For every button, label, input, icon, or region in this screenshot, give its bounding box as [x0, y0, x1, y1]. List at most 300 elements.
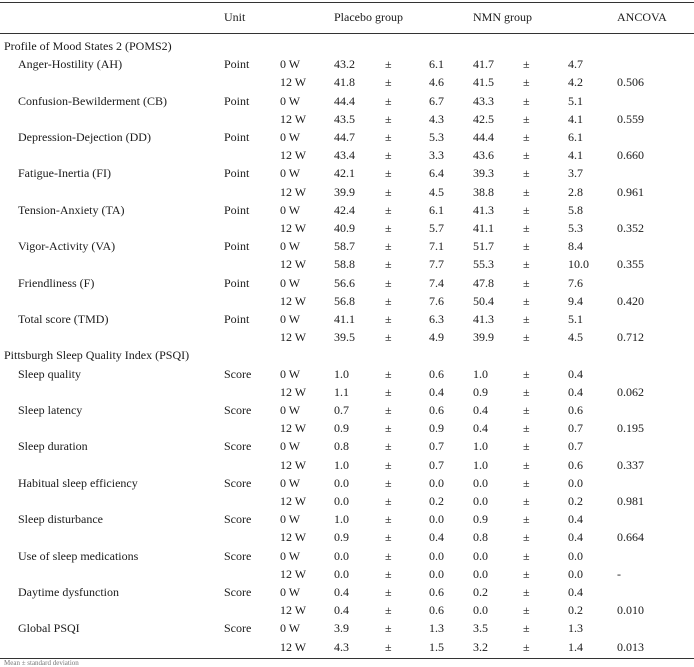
- nmn-plusminus-cell: ±: [523, 494, 530, 508]
- measure-label: Anger-Hostility (AH): [18, 57, 123, 72]
- placebo-sd-cell: 6.3: [429, 312, 444, 326]
- nmn-sd-cell: 0.0: [568, 548, 583, 563]
- measure-label: Confusion-Bewilderment (CB): [18, 93, 167, 108]
- time-cell: 0 W: [280, 312, 301, 326]
- nmn-plusminus-cell: ±: [523, 457, 530, 472]
- table-row: [0, 528, 694, 546]
- placebo-sd-cell: 7.6: [429, 293, 444, 308]
- placebo-sd-cell: 4.5: [429, 184, 444, 199]
- table-row: [0, 474, 694, 492]
- table-row: [0, 55, 694, 73]
- measure-label: Tension-Anxiety (TA): [18, 202, 125, 217]
- measure-label: Depression-Dejection (DD): [18, 130, 151, 144]
- placebo-sd-cell: 7.7: [429, 257, 444, 272]
- nmn-mean-cell: 0.9: [473, 384, 488, 399]
- unit-cell: Point: [224, 312, 250, 326]
- nmn-plusminus-cell: ±: [523, 566, 530, 581]
- nmn-sd-cell: 10.0: [568, 257, 589, 272]
- unit-cell: Score: [224, 548, 252, 563]
- ancova-p-cell: 0.337: [617, 457, 644, 472]
- nmn-sd-cell: 0.4: [568, 512, 583, 527]
- table-row: [0, 601, 694, 619]
- placebo-sd-cell: 6.7: [429, 93, 444, 108]
- placebo-plusminus-cell: ±: [385, 239, 392, 254]
- nmn-mean-cell: 1.0: [473, 457, 488, 472]
- nmn-sd-cell: 9.4: [568, 293, 583, 308]
- table-header-row: [0, 8, 694, 26]
- nmn-mean-cell: 41.3: [473, 202, 494, 217]
- placebo-plusminus-cell: ±: [385, 330, 392, 345]
- nmn-plusminus-cell: ±: [523, 184, 530, 199]
- ancova-p-cell: 0.961: [617, 184, 644, 199]
- nmn-plusminus-cell: ±: [523, 512, 530, 527]
- time-cell: 0 W: [280, 57, 301, 72]
- nmn-plusminus-cell: ±: [523, 330, 530, 345]
- placebo-plusminus-cell: ±: [385, 257, 392, 272]
- placebo-mean-cell: 0.7: [334, 403, 349, 417]
- nmn-plusminus-cell: ±: [523, 93, 530, 108]
- placebo-sd-cell: 0.0: [429, 548, 444, 563]
- nmn-sd-cell: 6.1: [568, 130, 583, 144]
- placebo-plusminus-cell: ±: [385, 475, 392, 490]
- placebo-sd-cell: 0.6: [429, 366, 444, 381]
- time-cell: 12 W: [280, 330, 307, 345]
- nmn-sd-cell: 4.5: [568, 330, 583, 345]
- placebo-sd-cell: 0.0: [429, 566, 444, 581]
- ancova-p-cell: 0.981: [617, 494, 644, 508]
- time-cell: 0 W: [280, 621, 301, 636]
- table-row: [0, 510, 694, 528]
- nmn-sd-cell: 5.8: [568, 202, 583, 217]
- placebo-mean-cell: 0.4: [334, 603, 349, 618]
- time-cell: 12 W: [280, 457, 307, 472]
- placebo-mean-cell: 4.3: [334, 639, 349, 654]
- nmn-mean-cell: 42.5: [473, 111, 494, 126]
- placebo-sd-cell: 1.5: [429, 639, 444, 654]
- nmn-plusminus-cell: ±: [523, 239, 530, 254]
- nmn-mean-cell: 0.4: [473, 421, 488, 436]
- nmn-sd-cell: 4.7: [568, 57, 583, 72]
- header-unit: Unit: [224, 10, 246, 24]
- placebo-mean-cell: 43.2: [334, 57, 355, 72]
- placebo-sd-cell: 6.4: [429, 166, 444, 181]
- nmn-plusminus-cell: ±: [523, 603, 530, 618]
- nmn-sd-cell: 0.2: [568, 603, 583, 618]
- nmn-mean-cell: 55.3: [473, 257, 494, 272]
- nmn-plusminus-cell: ±: [523, 585, 530, 599]
- nmn-plusminus-cell: ±: [523, 403, 530, 417]
- placebo-plusminus-cell: ±: [385, 512, 392, 527]
- placebo-mean-cell: 58.7: [334, 239, 355, 254]
- nmn-plusminus-cell: ±: [523, 202, 530, 217]
- header-placebo-group: Placebo group: [334, 10, 403, 24]
- placebo-mean-cell: 56.8: [334, 293, 355, 308]
- table-row: [0, 456, 694, 474]
- time-cell: 0 W: [280, 275, 301, 290]
- nmn-mean-cell: 0.0: [473, 475, 488, 490]
- nmn-sd-cell: 5.1: [568, 312, 583, 326]
- nmn-mean-cell: 41.1: [473, 221, 494, 235]
- nmn-sd-cell: 4.1: [568, 148, 583, 163]
- nmn-mean-cell: 47.8: [473, 275, 494, 290]
- nmn-plusminus-cell: ±: [523, 221, 530, 235]
- unit-cell: Point: [224, 275, 250, 290]
- placebo-sd-cell: 0.0: [429, 475, 444, 490]
- time-cell: 0 W: [280, 93, 301, 108]
- nmn-sd-cell: 1.3: [568, 621, 583, 636]
- table-row: [0, 292, 694, 310]
- time-cell: 12 W: [280, 293, 307, 308]
- nmn-mean-cell: 39.9: [473, 330, 494, 345]
- unit-cell: Score: [224, 621, 252, 636]
- placebo-sd-cell: 6.1: [429, 57, 444, 72]
- placebo-plusminus-cell: ±: [385, 293, 392, 308]
- nmn-sd-cell: 0.0: [568, 475, 583, 490]
- table-row: [0, 237, 694, 255]
- time-cell: 12 W: [280, 530, 307, 545]
- ancova-p-cell: 0.660: [617, 148, 644, 163]
- placebo-plusminus-cell: ±: [385, 457, 392, 472]
- ancova-p-cell: 0.352: [617, 221, 644, 235]
- table-row: [0, 310, 694, 328]
- nmn-plusminus-cell: ±: [523, 130, 530, 144]
- time-cell: 12 W: [280, 639, 307, 654]
- table-row: [0, 183, 694, 201]
- unit-cell: Score: [224, 512, 252, 527]
- unit-cell: Score: [224, 439, 252, 454]
- table-row: [0, 401, 694, 419]
- placebo-plusminus-cell: ±: [385, 57, 392, 72]
- header-nmn-group: NMN group: [473, 10, 532, 24]
- placebo-mean-cell: 42.4: [334, 202, 355, 217]
- time-cell: 0 W: [280, 439, 301, 454]
- nmn-plusminus-cell: ±: [523, 621, 530, 636]
- placebo-sd-cell: 0.4: [429, 384, 444, 399]
- placebo-mean-cell: 0.0: [334, 494, 349, 508]
- nmn-mean-cell: 0.2: [473, 585, 488, 599]
- table-row: [0, 164, 694, 182]
- nmn-plusminus-cell: ±: [523, 293, 530, 308]
- nmn-mean-cell: 0.0: [473, 548, 488, 563]
- table-row: [0, 365, 694, 383]
- time-cell: 0 W: [280, 512, 301, 527]
- table-row: [0, 73, 694, 91]
- nmn-sd-cell: 4.2: [568, 75, 583, 90]
- table-top-rule: [0, 2, 694, 3]
- nmn-plusminus-cell: ±: [523, 111, 530, 126]
- table-row: [0, 146, 694, 164]
- nmn-mean-cell: 44.4: [473, 130, 494, 144]
- placebo-mean-cell: 0.9: [334, 421, 349, 436]
- ancova-p-cell: 0.664: [617, 530, 644, 545]
- table-row: [0, 110, 694, 128]
- table-row: [0, 565, 694, 583]
- time-cell: 0 W: [280, 166, 301, 181]
- time-cell: 0 W: [280, 202, 301, 217]
- placebo-plusminus-cell: ±: [385, 530, 392, 545]
- placebo-sd-cell: 6.1: [429, 202, 444, 217]
- placebo-sd-cell: 5.7: [429, 221, 444, 235]
- placebo-sd-cell: 0.9: [429, 421, 444, 436]
- placebo-sd-cell: 1.3: [429, 621, 444, 636]
- placebo-mean-cell: 41.8: [334, 75, 355, 90]
- nmn-plusminus-cell: ±: [523, 257, 530, 272]
- table-row: [0, 92, 694, 110]
- placebo-plusminus-cell: ±: [385, 221, 392, 235]
- time-cell: 12 W: [280, 111, 307, 126]
- measure-label: Sleep disturbance: [18, 512, 103, 527]
- nmn-mean-cell: 41.3: [473, 312, 494, 326]
- placebo-mean-cell: 1.0: [334, 512, 349, 527]
- nmn-plusminus-cell: ±: [523, 475, 530, 490]
- nmn-mean-cell: 51.7: [473, 239, 494, 254]
- measure-label: Use of sleep medications: [18, 548, 139, 563]
- section-title: Profile of Mood States 2 (POMS2): [4, 39, 172, 53]
- nmn-mean-cell: 0.4: [473, 403, 488, 417]
- ancova-p-cell: 0.195: [617, 421, 644, 436]
- section-title: Pittsburgh Sleep Quality Index (PSQI): [4, 348, 190, 363]
- measure-label: Daytime dysfunction: [18, 585, 119, 599]
- placebo-plusminus-cell: ±: [385, 148, 392, 163]
- ancova-p-cell: 0.712: [617, 330, 644, 345]
- placebo-plusminus-cell: ±: [385, 494, 392, 508]
- nmn-mean-cell: 3.2: [473, 639, 488, 654]
- placebo-plusminus-cell: ±: [385, 275, 392, 290]
- header-ancova: ANCOVA: [617, 10, 667, 24]
- nmn-sd-cell: 1.4: [568, 639, 583, 654]
- table-row: [0, 419, 694, 437]
- nmn-plusminus-cell: ±: [523, 439, 530, 454]
- unit-cell: Score: [224, 475, 252, 490]
- nmn-mean-cell: 43.3: [473, 93, 494, 108]
- ancova-p-cell: 0.013: [617, 639, 644, 654]
- placebo-sd-cell: 4.9: [429, 330, 444, 345]
- ancova-p-cell: 0.355: [617, 257, 644, 272]
- measure-label: Friendliness (F): [18, 275, 95, 290]
- time-cell: 12 W: [280, 603, 307, 618]
- nmn-mean-cell: 0.0: [473, 603, 488, 618]
- time-cell: 0 W: [280, 366, 301, 381]
- placebo-plusminus-cell: ±: [385, 111, 392, 126]
- placebo-mean-cell: 43.5: [334, 111, 355, 126]
- nmn-sd-cell: 4.1: [568, 111, 583, 126]
- measure-label: Sleep quality: [18, 366, 81, 381]
- placebo-sd-cell: 7.4: [429, 275, 444, 290]
- time-cell: 12 W: [280, 184, 307, 199]
- placebo-mean-cell: 0.4: [334, 585, 349, 599]
- nmn-mean-cell: 0.0: [473, 566, 488, 581]
- placebo-plusminus-cell: ±: [385, 421, 392, 436]
- placebo-sd-cell: 5.3: [429, 130, 444, 144]
- placebo-plusminus-cell: ±: [385, 639, 392, 654]
- time-cell: 0 W: [280, 548, 301, 563]
- unit-cell: Point: [224, 239, 250, 254]
- nmn-sd-cell: 0.4: [568, 585, 583, 599]
- time-cell: 0 W: [280, 403, 301, 417]
- nmn-sd-cell: 5.1: [568, 93, 583, 108]
- placebo-plusminus-cell: ±: [385, 130, 392, 144]
- placebo-plusminus-cell: ±: [385, 439, 392, 454]
- placebo-sd-cell: 0.2: [429, 494, 444, 508]
- section-header-row: [0, 346, 694, 364]
- placebo-mean-cell: 44.7: [334, 130, 355, 144]
- table-row: [0, 255, 694, 273]
- placebo-plusminus-cell: ±: [385, 184, 392, 199]
- time-cell: 12 W: [280, 421, 307, 436]
- ancova-p-cell: 0.062: [617, 384, 644, 399]
- placebo-sd-cell: 0.6: [429, 585, 444, 599]
- nmn-sd-cell: 0.2: [568, 494, 583, 508]
- time-cell: 0 W: [280, 130, 301, 144]
- placebo-mean-cell: 41.1: [334, 312, 355, 326]
- nmn-sd-cell: 5.3: [568, 221, 583, 235]
- nmn-plusminus-cell: ±: [523, 530, 530, 545]
- nmn-sd-cell: 0.0: [568, 566, 583, 581]
- table-row: [0, 638, 694, 656]
- placebo-sd-cell: 0.7: [429, 457, 444, 472]
- placebo-mean-cell: 43.4: [334, 148, 355, 163]
- time-cell: 0 W: [280, 239, 301, 254]
- table-header-rule: [0, 33, 694, 34]
- placebo-sd-cell: 4.3: [429, 111, 444, 126]
- measure-label: Sleep latency: [18, 403, 83, 417]
- placebo-plusminus-cell: ±: [385, 603, 392, 618]
- nmn-mean-cell: 41.5: [473, 75, 494, 90]
- placebo-mean-cell: 44.4: [334, 93, 355, 108]
- nmn-plusminus-cell: ±: [523, 639, 530, 654]
- placebo-plusminus-cell: ±: [385, 621, 392, 636]
- placebo-mean-cell: 1.1: [334, 384, 349, 399]
- placebo-mean-cell: 0.9: [334, 530, 349, 545]
- table-row: [0, 492, 694, 510]
- table-row: [0, 619, 694, 637]
- placebo-plusminus-cell: ±: [385, 366, 392, 381]
- nmn-plusminus-cell: ±: [523, 366, 530, 381]
- placebo-plusminus-cell: ±: [385, 548, 392, 563]
- table-row: [0, 328, 694, 346]
- nmn-mean-cell: 0.8: [473, 530, 488, 545]
- nmn-mean-cell: 0.0: [473, 494, 488, 508]
- nmn-sd-cell: 0.7: [568, 439, 583, 454]
- nmn-sd-cell: 0.6: [568, 457, 583, 472]
- nmn-plusminus-cell: ±: [523, 421, 530, 436]
- unit-cell: Point: [224, 130, 250, 144]
- time-cell: 0 W: [280, 585, 301, 599]
- nmn-plusminus-cell: ±: [523, 57, 530, 72]
- nmn-sd-cell: 0.7: [568, 421, 583, 436]
- ancova-p-cell: 0.559: [617, 111, 644, 126]
- placebo-sd-cell: 3.3: [429, 148, 444, 163]
- table-row: [0, 547, 694, 565]
- nmn-sd-cell: 8.4: [568, 239, 583, 254]
- unit-cell: Score: [224, 585, 252, 599]
- unit-cell: Score: [224, 366, 252, 381]
- time-cell: 12 W: [280, 75, 307, 90]
- placebo-plusminus-cell: ±: [385, 312, 392, 326]
- nmn-mean-cell: 3.5: [473, 621, 488, 636]
- placebo-mean-cell: 58.8: [334, 257, 355, 272]
- table-row: [0, 201, 694, 219]
- nmn-mean-cell: 39.3: [473, 166, 494, 181]
- placebo-mean-cell: 0.0: [334, 548, 349, 563]
- placebo-mean-cell: 56.6: [334, 275, 355, 290]
- measure-label: Vigor-Activity (VA): [18, 239, 116, 254]
- ancova-p-cell: 0.420: [617, 293, 644, 308]
- ancova-p-cell: 0.010: [617, 603, 644, 618]
- placebo-sd-cell: 0.4: [429, 530, 444, 545]
- measure-label: Global PSQI: [18, 621, 80, 636]
- measure-label: Habitual sleep efficiency: [18, 475, 138, 490]
- placebo-mean-cell: 0.0: [334, 566, 349, 581]
- table-row: [0, 128, 694, 146]
- placebo-sd-cell: 4.6: [429, 75, 444, 90]
- measure-label: Fatigue-Inertia (FI): [18, 166, 111, 181]
- placebo-mean-cell: 1.0: [334, 366, 349, 381]
- table-row: [0, 437, 694, 455]
- nmn-mean-cell: 1.0: [473, 439, 488, 454]
- nmn-mean-cell: 43.6: [473, 148, 494, 163]
- table-row: [0, 274, 694, 292]
- placebo-sd-cell: 0.0: [429, 512, 444, 527]
- placebo-mean-cell: 1.0: [334, 457, 349, 472]
- nmn-plusminus-cell: ±: [523, 384, 530, 399]
- nmn-plusminus-cell: ±: [523, 148, 530, 163]
- placebo-sd-cell: 0.6: [429, 603, 444, 618]
- placebo-plusminus-cell: ±: [385, 566, 392, 581]
- time-cell: 12 W: [280, 148, 307, 163]
- placebo-sd-cell: 7.1: [429, 239, 444, 254]
- section-header-row: [0, 37, 694, 55]
- table-bottom-rule: [0, 658, 694, 659]
- unit-cell: Score: [224, 403, 252, 417]
- time-cell: 12 W: [280, 384, 307, 399]
- unit-cell: Point: [224, 202, 250, 217]
- placebo-sd-cell: 0.7: [429, 439, 444, 454]
- placebo-mean-cell: 3.9: [334, 621, 349, 636]
- nmn-sd-cell: 2.8: [568, 184, 583, 199]
- nmn-plusminus-cell: ±: [523, 312, 530, 326]
- placebo-mean-cell: 40.9: [334, 221, 355, 235]
- nmn-plusminus-cell: ±: [523, 548, 530, 563]
- measure-label: Total score (TMD): [18, 312, 109, 326]
- time-cell: 0 W: [280, 475, 301, 490]
- placebo-plusminus-cell: ±: [385, 166, 392, 181]
- nmn-plusminus-cell: ±: [523, 275, 530, 290]
- time-cell: 12 W: [280, 257, 307, 272]
- time-cell: 12 W: [280, 221, 307, 235]
- nmn-sd-cell: 0.4: [568, 530, 583, 545]
- nmn-sd-cell: 0.4: [568, 366, 583, 381]
- table-row: [0, 219, 694, 237]
- ancova-p-cell: 0.506: [617, 75, 644, 90]
- ancova-p-cell: -: [617, 566, 621, 581]
- nmn-sd-cell: 0.6: [568, 403, 583, 417]
- unit-cell: Point: [224, 57, 250, 72]
- time-cell: 12 W: [280, 566, 307, 581]
- placebo-plusminus-cell: ±: [385, 93, 392, 108]
- placebo-mean-cell: 0.0: [334, 475, 349, 490]
- placebo-mean-cell: 39.9: [334, 184, 355, 199]
- placebo-plusminus-cell: ±: [385, 202, 392, 217]
- placebo-plusminus-cell: ±: [385, 403, 392, 417]
- nmn-mean-cell: 38.8: [473, 184, 494, 199]
- table-row: [0, 383, 694, 401]
- nmn-mean-cell: 0.9: [473, 512, 488, 527]
- measure-label: Sleep duration: [18, 439, 88, 454]
- nmn-sd-cell: 0.4: [568, 384, 583, 399]
- placebo-mean-cell: 42.1: [334, 166, 355, 181]
- placebo-sd-cell: 0.6: [429, 403, 444, 417]
